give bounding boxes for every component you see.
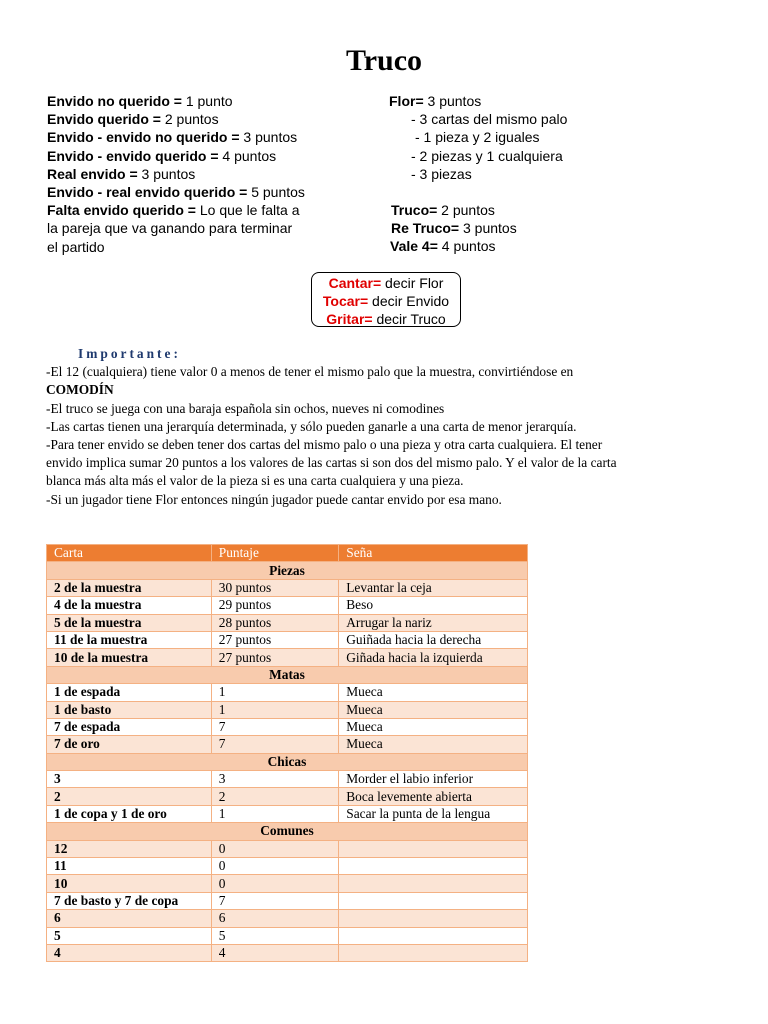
- cell-carta: 2: [47, 788, 212, 805]
- section-title: Matas: [47, 666, 528, 683]
- table-row: [47, 684, 528, 701]
- truco-value: 2 puntos: [437, 202, 495, 218]
- cell-carta: 2 de la muestra: [47, 579, 212, 596]
- truco-label: Vale 4=: [390, 238, 438, 255]
- box-key: Cantar=: [328, 275, 382, 291]
- rule-line: [47, 238, 305, 256]
- cell-puntaje: 7: [211, 718, 339, 735]
- cell-carta: 3: [47, 771, 212, 788]
- cell-sena: Mueca: [339, 736, 528, 753]
- table-row: [47, 771, 528, 788]
- cell-puntaje: 27 puntos: [211, 649, 339, 666]
- rule-line: [47, 92, 305, 110]
- cell-carta: 7 de oro: [47, 736, 212, 753]
- cell-carta: 5 de la muestra: [47, 614, 212, 631]
- table-row: [47, 718, 528, 735]
- section-title: Piezas: [47, 562, 528, 579]
- table-row: [47, 597, 528, 614]
- cell-puntaje: 4: [211, 944, 339, 961]
- flor-item: - 3 piezas: [411, 165, 472, 182]
- box-line: [312, 274, 460, 292]
- rule-value: 4 puntos: [222, 147, 277, 164]
- truco-label: Truco=: [391, 202, 438, 218]
- note-line: -Para tener envido se deben tener dos cartas del mismo palo o una pieza y otra carta cualquiera. El tener: [46, 437, 603, 453]
- cell-sena: Guiñada hacia la derecha: [339, 631, 528, 648]
- rule-value: 3 puntos: [243, 129, 298, 146]
- cell-carta: 1 de basto: [47, 701, 212, 718]
- cell-sena: Boca levemente abierta: [339, 788, 528, 805]
- cell-carta: 10: [47, 875, 212, 892]
- cell-sena: [339, 927, 528, 944]
- table-row: [47, 858, 528, 875]
- rule-value: 2 puntos: [164, 111, 219, 128]
- cell-sena: Mueca: [339, 718, 528, 735]
- cell-sena: Mueca: [339, 701, 528, 718]
- note-line: COMODÍN: [46, 382, 114, 398]
- cell-carta: 12: [47, 840, 212, 857]
- section-row: [47, 823, 528, 840]
- cell-sena: [339, 944, 528, 961]
- rule-name: Envido querido =: [47, 111, 165, 128]
- rule-value: 5 puntos: [251, 184, 305, 201]
- note-line: -El truco se juega con una baraja española sin ochos, nueves ni comodines: [46, 400, 445, 416]
- cell-sena: Giñada hacia la izquierda: [339, 649, 528, 666]
- page-title: Truco: [345, 44, 423, 77]
- truco-line: [389, 237, 517, 255]
- cell-sena: [339, 910, 528, 927]
- section-row: [47, 666, 528, 683]
- notes-heading: Importante:: [78, 346, 181, 361]
- cell-carta: 5: [47, 927, 212, 944]
- cell-puntaje: 6: [211, 910, 339, 927]
- box-line: [312, 292, 460, 310]
- cell-sena: [339, 892, 528, 909]
- flor-item: - 3 cartas del mismo palo: [411, 111, 568, 128]
- flor-line: [389, 92, 567, 110]
- cell-puntaje: 5: [211, 927, 339, 944]
- cell-puntaje: 0: [211, 840, 339, 857]
- cell-puntaje: 29 puntos: [211, 597, 339, 614]
- section-title: Chicas: [47, 753, 528, 770]
- table-row: [47, 579, 528, 596]
- header-puntaje: Puntaje: [211, 545, 339, 562]
- cell-sena: [339, 840, 528, 857]
- cell-puntaje: 0: [211, 875, 339, 892]
- cell-puntaje: 1: [211, 701, 339, 718]
- box-key: Gritar=: [326, 311, 373, 328]
- box-text: decir Flor: [381, 275, 444, 291]
- cell-carta: 7 de espada: [47, 718, 212, 735]
- table-row: [47, 736, 528, 753]
- cell-carta: 1 de espada: [47, 684, 212, 701]
- flor-label: Flor=: [389, 93, 424, 109]
- cards-table: [46, 544, 528, 962]
- cell-carta: 4 de la muestra: [47, 597, 212, 614]
- table-row: [47, 875, 528, 892]
- section-title: Comunes: [47, 823, 528, 840]
- box-text: decir Truco: [372, 311, 446, 328]
- envido-rules: [47, 92, 305, 256]
- cell-sena: Sacar la punta de la lengua: [339, 805, 528, 822]
- rule-line: [47, 201, 305, 219]
- box-text: decir Envido: [368, 293, 450, 310]
- cell-puntaje: 1: [211, 684, 339, 701]
- table-row: [47, 944, 528, 961]
- box-line: [312, 310, 460, 328]
- note-line: -El 12 (cualquiera) tiene valor 0 a menos de tener el mismo palo que la muestra, convirtiéndose en: [46, 364, 574, 380]
- table-row: [47, 840, 528, 857]
- rule-value: 1 punto: [185, 93, 233, 109]
- cell-puntaje: 3: [211, 771, 339, 788]
- box-key: Tocar=: [322, 293, 369, 310]
- cell-carta: 10 de la muestra: [47, 649, 212, 666]
- table-row: [47, 892, 528, 909]
- section-row: [47, 562, 528, 579]
- cell-carta: 1 de copa y 1 de oro: [47, 805, 212, 822]
- cell-sena: [339, 875, 528, 892]
- table-row: [47, 631, 528, 648]
- cell-puntaje: 2: [211, 788, 339, 805]
- table-row: [47, 927, 528, 944]
- table-row: [47, 701, 528, 718]
- rule-name: Envido - envido no querido =: [47, 129, 244, 146]
- truco-rules: [389, 201, 517, 256]
- flor-rules: [389, 92, 567, 183]
- table-row: [47, 614, 528, 631]
- rule-name: Real envido =: [47, 165, 142, 182]
- cell-puntaje: 30 puntos: [211, 579, 339, 596]
- cell-puntaje: 27 puntos: [211, 631, 339, 648]
- truco-value: 3 puntos: [459, 220, 517, 237]
- truco-value: 4 puntos: [437, 238, 496, 255]
- cell-puntaje: 7: [211, 892, 339, 909]
- table-row: [47, 910, 528, 927]
- rule-value: 3 puntos: [141, 165, 196, 182]
- flor-item: - 2 piezas y 1 cualquiera: [411, 147, 563, 164]
- cell-sena: Arrugar la nariz: [339, 614, 528, 631]
- cell-carta: 11 de la muestra: [47, 631, 212, 648]
- cell-sena: Beso: [339, 597, 528, 614]
- rule-name: Envido no querido =: [47, 93, 186, 109]
- cell-carta: 6: [47, 910, 212, 927]
- rule-line: [47, 147, 305, 165]
- rule-value: la pareja que va ganando para terminar: [47, 220, 293, 237]
- cell-carta: 4: [47, 944, 212, 961]
- rule-name: Envido - real envido querido =: [47, 184, 252, 201]
- flor-item: - 1 pieza y 2 iguales: [415, 129, 540, 146]
- notes-section: [46, 345, 726, 509]
- actions-box: [311, 272, 461, 327]
- rule-line: [47, 183, 305, 201]
- cell-puntaje: 28 puntos: [211, 614, 339, 631]
- truco-line: [389, 219, 517, 237]
- table-row: [47, 649, 528, 666]
- table-header-row: [47, 545, 528, 562]
- cell-sena: [339, 858, 528, 875]
- cell-carta: 7 de basto y 7 de copa: [47, 892, 212, 909]
- rule-line: [47, 110, 305, 128]
- cell-sena: Levantar la ceja: [339, 579, 528, 596]
- rule-line: [47, 219, 305, 237]
- rule-name: Falta envido querido =: [47, 202, 200, 219]
- cell-sena: Mueca: [339, 684, 528, 701]
- table-row: [47, 788, 528, 805]
- note-line: -Las cartas tienen una jerarquía determinada, y sólo pueden ganarle a una carta de menor jerarquía.: [46, 418, 577, 434]
- note-line: -Si un jugador tiene Flor entonces ningún jugador puede cantar envido por esa mano.: [46, 491, 502, 507]
- header-sena: Seña: [339, 545, 528, 562]
- cell-puntaje: 7: [211, 736, 339, 753]
- note-line: blanca más alta más el valor de la pieza si es una carta cualquiera y una pieza.: [46, 473, 464, 489]
- table-row: [47, 805, 528, 822]
- header-carta: Carta: [47, 545, 212, 562]
- cell-sena: Morder el labio inferior: [339, 771, 528, 788]
- rule-line: [47, 165, 305, 183]
- flor-value: 3 puntos: [423, 93, 482, 109]
- rule-value: el partido: [47, 238, 105, 255]
- cell-puntaje: 0: [211, 858, 339, 875]
- truco-line: [389, 201, 517, 219]
- rule-value: Lo que le falta a: [199, 202, 300, 219]
- section-row: [47, 753, 528, 770]
- truco-label: Re Truco=: [391, 220, 460, 237]
- cell-puntaje: 1: [211, 805, 339, 822]
- cell-carta: 11: [47, 858, 212, 875]
- table-body: [47, 562, 528, 962]
- rule-line: [47, 128, 305, 146]
- rule-name: Envido - envido querido =: [47, 147, 223, 164]
- note-line: envido implica sumar 20 puntos a los valores de las cartas si son dos del mismo palo. Y el valor de la carta: [46, 455, 617, 471]
